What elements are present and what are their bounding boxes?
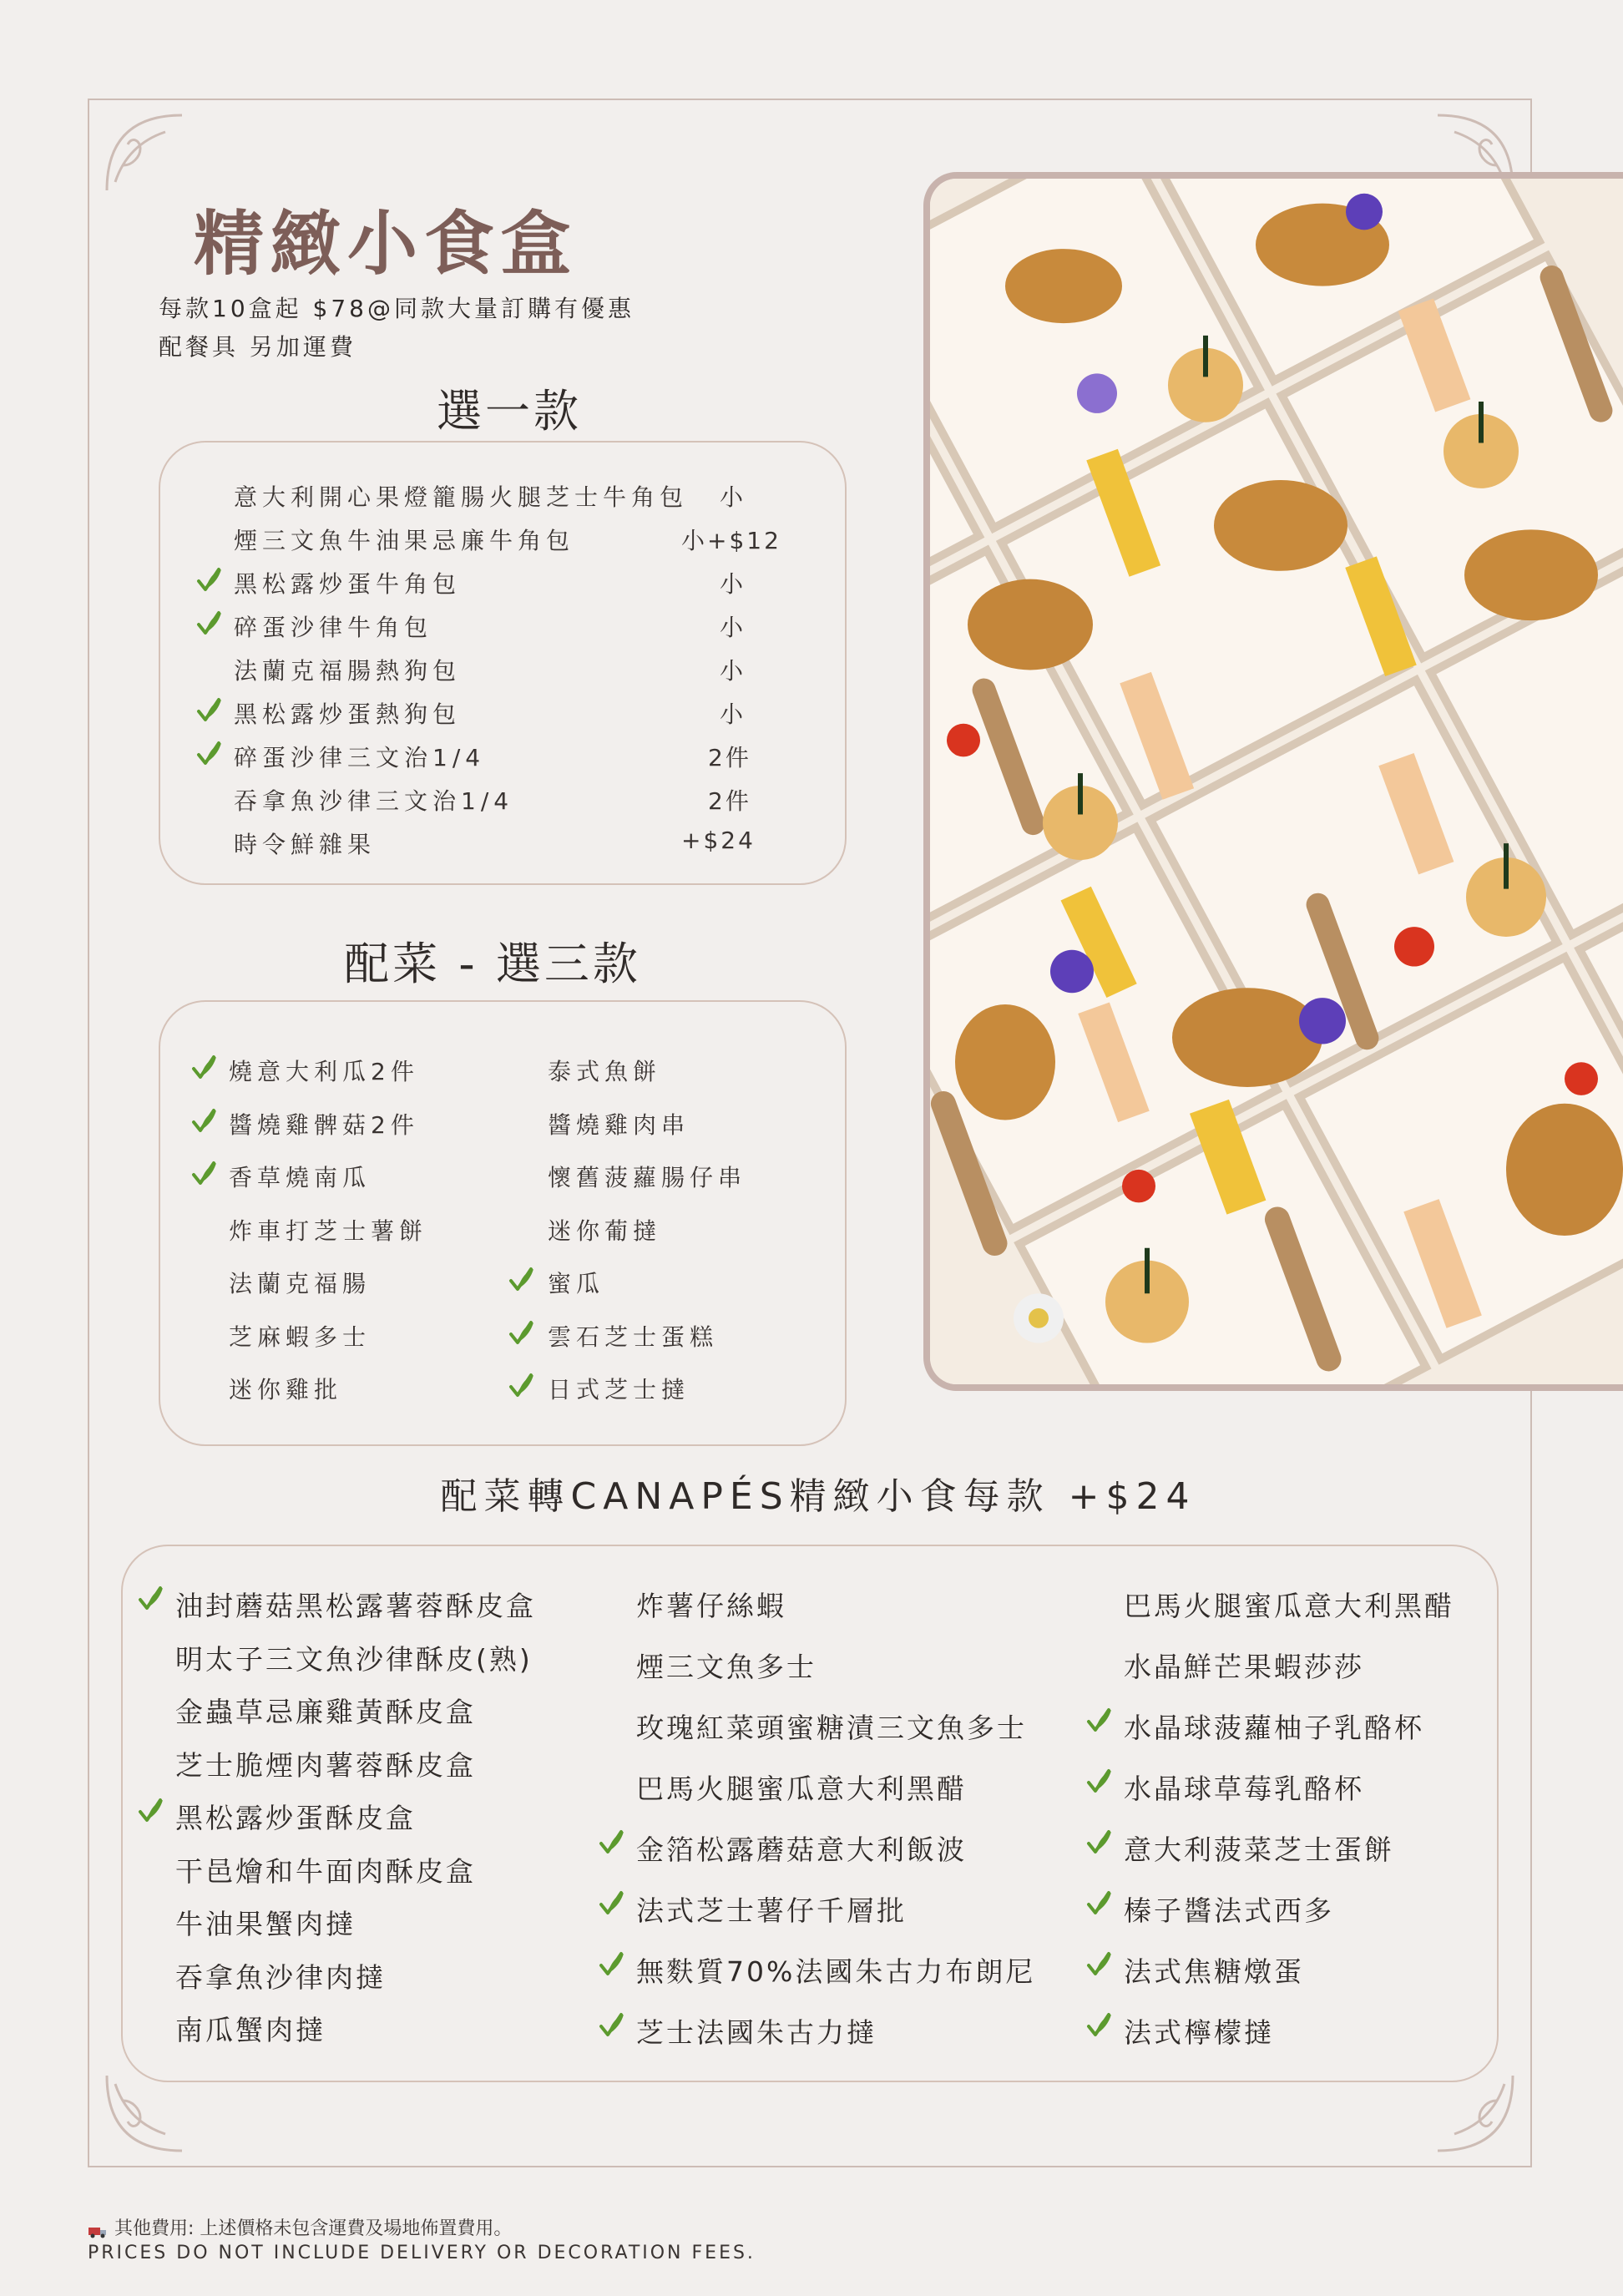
leaf-check-icon	[506, 1370, 536, 1400]
menu-item-name: 雲石芝士蛋糕	[548, 1322, 719, 1351]
page-title: 精緻小食盒	[194, 203, 579, 285]
menu-item-name: 炸車打芝士薯餅	[229, 1216, 428, 1245]
menu-item-name: 芝士法國朱古力撻	[636, 2016, 877, 2049]
menu-item-name: 法式檸檬撻	[1124, 2016, 1274, 2049]
menu-item-name: 巴馬火腿蜜瓜意大利黑醋	[636, 1773, 967, 1805]
menu-item-name: 巴馬火腿蜜瓜意大利黑醋	[1124, 1590, 1454, 1622]
food-photo	[923, 172, 1623, 1391]
menu-item-name: 醬燒雞髀菇2件	[229, 1110, 419, 1139]
leaf-check-icon	[135, 1795, 165, 1825]
leaf-check-icon	[506, 1264, 536, 1294]
footer-note	[88, 2214, 512, 2240]
menu-item-name: 干邑燴和牛面肉酥皮盒	[175, 1854, 476, 1888]
menu-item-name: 香草燒南瓜	[229, 1164, 372, 1191]
menu-item-name: 南瓜蟹肉撻	[175, 2014, 326, 2046]
menu-item-name: 黑松露炒蛋酥皮盒	[175, 1802, 416, 1834]
leaf-check-icon	[189, 1105, 219, 1135]
menu-item-name: 法式芝士薯仔千層批	[636, 1894, 907, 1927]
leaf-check-icon	[135, 1583, 165, 1613]
menu-item-name: 金蟲草忌廉雞黃酥皮盒	[175, 1696, 476, 1728]
menu-item-price: 2件	[708, 787, 751, 815]
footer-line-en: PRICES DO NOT INCLUDE DELIVERY OR DECORATION FEES.	[88, 2243, 756, 2263]
menu-item-name: 芝士脆煙肉薯蓉酥皮盒	[175, 1748, 476, 1782]
menu-item-name: 榛子醬法式西多	[1124, 1894, 1334, 1927]
leaf-check-icon	[1084, 1827, 1114, 1857]
menu-item-name: 炸薯仔絲蝦	[636, 1590, 786, 1622]
menu-item-name: 蜜瓜	[548, 1270, 605, 1297]
menu-item-name: 法蘭克福腸	[229, 1270, 372, 1297]
footer-line-cn: 其他費用: 上述價格未包含運費及場地佈置費用。	[114, 2218, 513, 2239]
section2-heading: 配菜 - 選三款	[344, 938, 641, 990]
menu-item-name: 泰式魚餅	[548, 1058, 662, 1085]
leaf-check-icon	[596, 1949, 626, 1979]
menu-item-name: 碎蛋沙律三文治1/4	[234, 744, 486, 771]
menu-item-name: 黑松露炒蛋牛角包	[234, 570, 462, 598]
menu-item-name: 懷舊菠蘿腸仔串	[548, 1164, 747, 1191]
leaf-check-icon	[194, 608, 224, 638]
section1-heading: 選一款	[437, 385, 582, 437]
menu-item-name: 金箔松露蘑菇意大利飯波	[636, 1833, 967, 1866]
leaf-check-icon	[596, 1827, 626, 1857]
menu-item-price: 2件	[708, 744, 751, 771]
menu-item-name: 水晶鮮芒果蝦莎莎	[1124, 1651, 1364, 1683]
menu-item-name: 迷你雞批	[229, 1376, 343, 1403]
menu-item-name: 玫瑰紅菜頭蜜糖漬三文魚多士	[636, 1712, 1027, 1744]
menu-item-price: 小	[720, 657, 746, 685]
menu-item-name: 日式芝士撻	[548, 1376, 690, 1403]
menu-item-name: 芝麻蝦多士	[229, 1322, 372, 1351]
info-line-utensils: 配餐具 另加運費	[159, 333, 356, 361]
menu-item-name: 時令鮮雜果	[234, 831, 377, 858]
menu-item-name: 黑松露炒蛋熱狗包	[234, 700, 462, 728]
menu-item-name: 意大利菠菜芝士蛋餅	[1124, 1833, 1394, 1866]
menu-item-price: 小	[720, 483, 746, 511]
menu-item-name: 迷你葡撻	[548, 1216, 662, 1245]
leaf-check-icon	[1084, 2010, 1114, 2040]
leaf-check-icon	[194, 564, 224, 594]
menu-item-price: 小	[720, 614, 746, 641]
menu-item-price: +$24	[681, 827, 756, 854]
leaf-check-icon	[596, 2010, 626, 2040]
menu-item-name: 水晶球草莓乳酪杯	[1124, 1773, 1364, 1805]
menu-item-name: 油封蘑菇黑松露薯蓉酥皮盒	[175, 1590, 536, 1622]
menu-item-price: 小	[720, 700, 746, 728]
info-line-minimum-order: 每款10盒起 $78@同款大量訂購有優惠	[159, 295, 635, 322]
menu-item-name: 碎蛋沙律牛角包	[234, 614, 433, 641]
ornament-top-left-icon	[99, 107, 190, 199]
menu-item-price: 小	[720, 570, 746, 598]
menu-item-name: 明太子三文魚沙律酥皮(熟)	[175, 1642, 533, 1676]
menu-item-name: 醬燒雞肉串	[548, 1110, 690, 1139]
menu-item-name: 無麩質70%法國朱古力布朗尼	[636, 1955, 1036, 1988]
menu-item-name: 吞拿魚沙律三文治1/4	[234, 787, 514, 815]
truck-icon	[88, 2223, 108, 2236]
menu-item-name: 吞拿魚沙律肉撻	[175, 1960, 386, 1994]
menu-item-name: 燒意大利瓜2件	[229, 1058, 419, 1085]
leaf-check-icon	[1084, 1705, 1114, 1735]
menu-item-name: 法蘭克福腸熱狗包	[234, 657, 462, 685]
menu-item-name: 法式焦糖燉蛋	[1124, 1955, 1304, 1988]
leaf-check-icon	[1084, 1766, 1114, 1796]
menu-item-name: 煙三文魚多士	[636, 1651, 817, 1683]
menu-item-price: 小+$12	[681, 527, 781, 554]
menu-item-name: 意大利開心果燈籠腸火腿芝士牛角包	[234, 483, 689, 511]
leaf-check-icon	[194, 738, 224, 768]
menu-item-name: 牛油果蟹肉撻	[175, 1908, 356, 1940]
menu-item-name: 煙三文魚牛油果忌廉牛角包	[234, 527, 575, 554]
leaf-check-icon	[1084, 1949, 1114, 1979]
leaf-check-icon	[506, 1317, 536, 1348]
leaf-check-icon	[596, 1888, 626, 1918]
leaf-check-icon	[189, 1158, 219, 1188]
section3-heading: 配菜轉CANAPÉS精緻小食每款 +$24	[440, 1475, 1196, 1518]
leaf-check-icon	[1084, 1888, 1114, 1918]
leaf-check-icon	[194, 695, 224, 725]
menu-item-name: 水晶球菠蘿柚子乳酪杯	[1124, 1712, 1424, 1744]
leaf-check-icon	[189, 1052, 219, 1082]
